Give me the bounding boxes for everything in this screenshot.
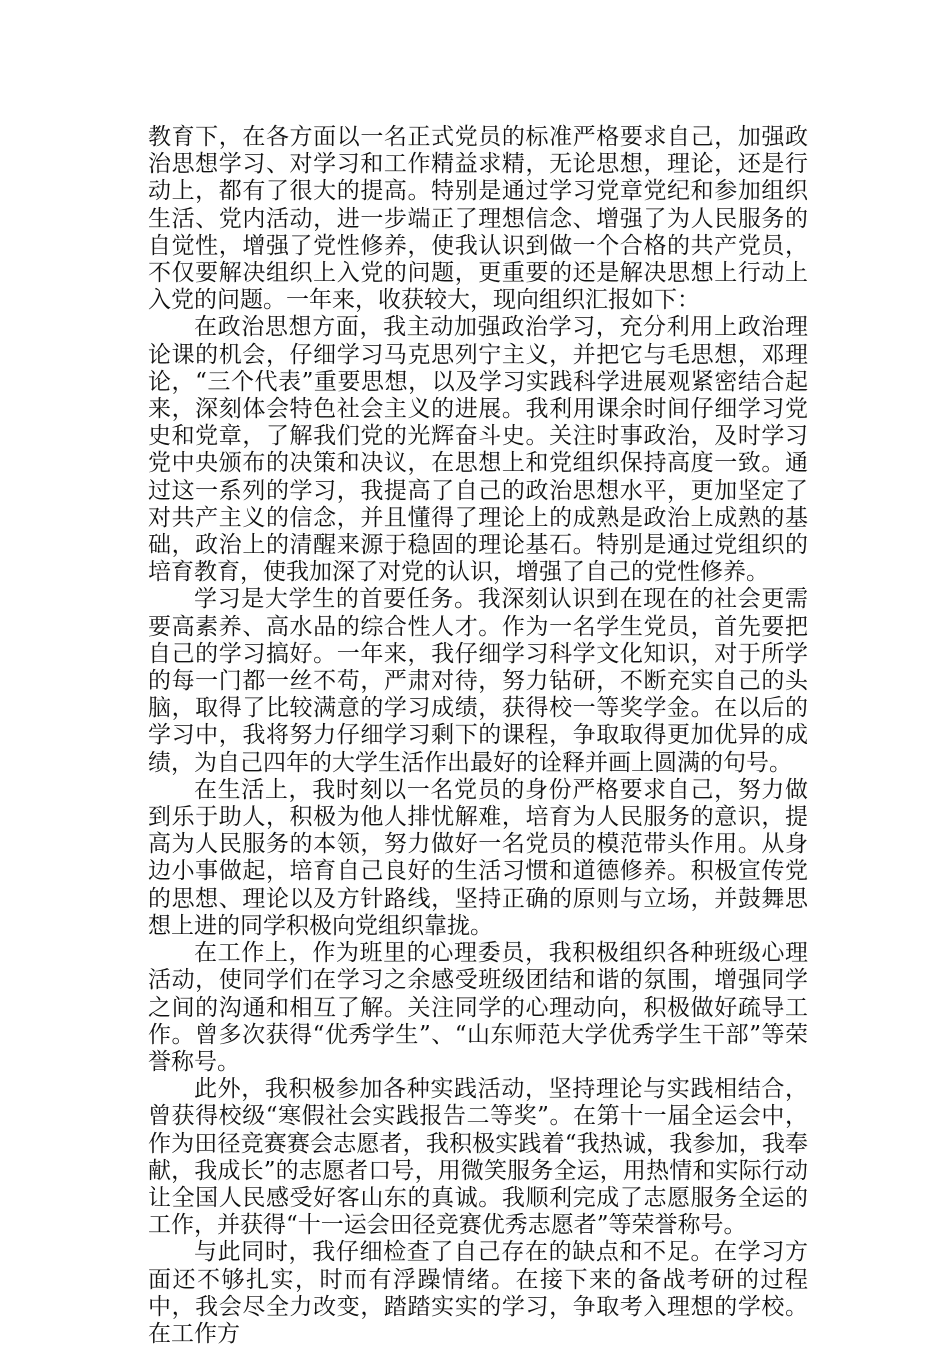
paragraph-study: 学习是大学生的首要任务。我深刻认识到在现在的社会更需要高素养、高水品的综合性人才。作为一名学生党员，首先要把自己的学习搞好。一年来，我仔细学习科学文化知识，对于所学的每一门都一丝不苟，严肃对待，努力钻研，不断充实自己的头脑，取得了比较满意的学习成绩，获得校一等奖学金。在以后的学习中，我将努力仔细学习剩下的课程，争取取得更加优异的成绩，为自己四年的大学生活作出最好的诠释并画上圆满的句号。 — [148, 586, 808, 776]
paragraph-political-thought: 在政治思想方面，我主动加强政治学习，充分利用上政治理论课的机会，仔细学习马克思列宁主义，并把它与毛思想，邓理论，“三个代表”重要思想，以及学习实践科学进展观紧密结合起来，深刻体会特色社会主义的进展。我利用课余时间仔细学习党史和党章，了解我们党的光辉奋斗史。关注时事政治，及时学习党中央颁布的决策和决议，在思想上和党组织保持高度一致。通过这一系列的学习，我提高了自己的政治思想水平，更加坚定了对共产主义的信念，并且懂得了理论上的成熟是政治上成熟的基础，政治上的清醒来源于稳固的理论基石。特别是通过党组织的培育教育，使我加深了对党的认识，增强了自己的党性修养。 — [148, 314, 808, 586]
paragraph-shortcomings: 与此同时，我仔细检查了自己存在的缺点和不足。在学习方面还不够扎实，时而有浮躁情绪。在接下来的备战考研的过程中，我会尽全力改变，踏踏实实的学习，争取考入理想的学校。在工作方 — [148, 1239, 808, 1347]
paragraph-work: 在工作上，作为班里的心理委员，我积极组织各种班级心理活动，使同学们在学习之余感受班级团结和谐的氛围，增强同学之间的沟通和相互了解。关注同学的心理动向，积极做好疏导工作。曾多次获得“优秀学生”、“山东师范大学优秀学生干部”等荣誉称号。 — [148, 940, 808, 1075]
paragraph-intro: 教育下，在各方面以一名正式党员的标准严格要求自己，加强政治思想学习、对学习和工作精益求精，无论思想，理论，还是行动上，都有了很大的提高。特别是通过学习党章党纪和参加组织生活、党内活动，进一步端正了理想信念、增强了为人民服务的自觉性，增强了党性修养，使我认识到做一个合格的共产党员，不仅要解决组织上入党的问题，更重要的还是解决思想上行动上入党的问题。一年来，收获较大，现向组织汇报如下： — [148, 124, 808, 314]
body-text — [148, 124, 808, 1348]
paragraph-life: 在生活上，我时刻以一名党员的身份严格要求自己，努力做到乐于助人，积极为他人排忧解难，培育为人民服务的意识，提高为人民服务的本领，努力做好一名党员的模范带头作用。从身边小事做起，培育自己良好的生活习惯和道德修养。积极宣传党的思想、理论以及方针路线，坚持正确的原则与立场，并鼓舞思想上进的同学积极向党组织靠拢。 — [148, 776, 808, 939]
paragraph-practice: 此外，我积极参加各种实践活动，坚持理论与实践相结合，曾获得校级“寒假社会实践报告二等奖”。在第十一届全运会中，作为田径竞赛赛会志愿者，我积极实践着“我热诚，我参加，我奉献，我成长”的志愿者口号，用微笑服务全运，用热情和实际行动让全国人民感受好客山东的真诚。我顺利完成了志愿服务全运的工作，并获得“十一运会田径竞赛优秀志愿者”等荣誉称号。 — [148, 1076, 808, 1239]
